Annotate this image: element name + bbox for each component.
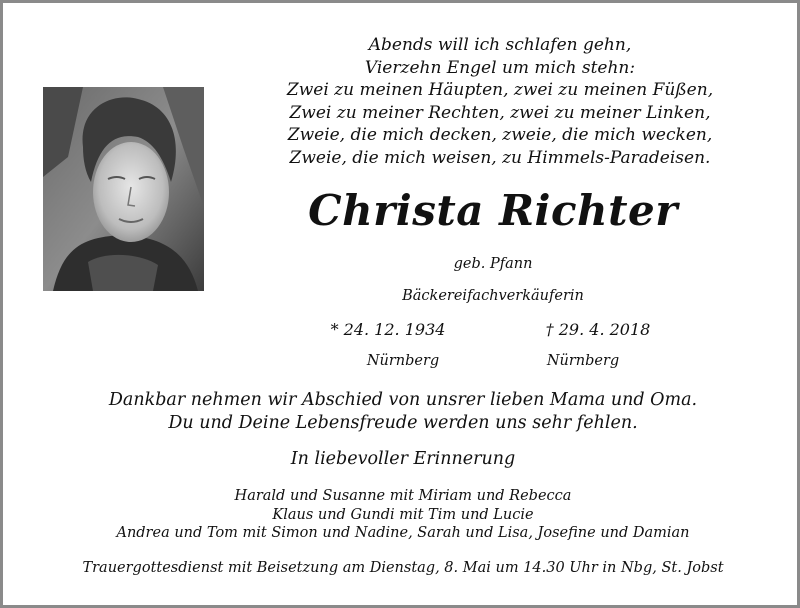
thanks-text xyxy=(63,389,743,435)
death-place: Nürnberg xyxy=(546,353,620,369)
poem xyxy=(265,34,735,169)
birth-place: Nürnberg xyxy=(366,353,440,369)
poem-line: Vierzehn Engel um mich stehn: xyxy=(364,57,636,78)
poem-line: Zwei zu meinen Häupten, zwei zu meinen Füßen, xyxy=(286,80,714,100)
memory-line: In liebevoller Erinnerung xyxy=(290,449,516,469)
poem-line: Zweie, die mich decken, zweie, die mich wecken, xyxy=(287,125,713,145)
birth-date: * 24. 12. 1934 xyxy=(330,320,446,339)
family-line: Klaus und Gundi mit Tim und Lucie xyxy=(272,506,534,523)
thanks-line: Dankbar nehmen wir Abschied von unsrer lieben Mama und Oma. xyxy=(108,390,698,410)
profession: Bäckereifachverkäuferin xyxy=(402,288,584,304)
death-date: † 29. 4. 2018 xyxy=(545,320,651,339)
poem-line: Abends will ich schlafen gehn, xyxy=(368,35,632,55)
portrait-image xyxy=(43,87,204,291)
family-list xyxy=(43,487,763,543)
poem-line: Zwei zu meiner Rechten, zwei zu meiner Linken, xyxy=(289,102,711,123)
portrait-photo xyxy=(43,87,204,291)
birth-name: geb. Pfann xyxy=(453,256,533,272)
service-info: Trauergottesdienst mit Beisetzung am Dienstag, 8. Mai um 14.30 Uhr in Nbg, St. Jobst xyxy=(82,560,724,576)
deceased-name: Christa Richter xyxy=(308,186,678,235)
thanks-line: Du und Deine Lebensfreude werden uns sehr fehlen. xyxy=(168,413,638,433)
family-line: Harald und Susanne mit Miriam und Rebecca xyxy=(234,488,572,504)
poem-line: Zweie, die mich weisen, zu Himmels-Paradeisen. xyxy=(289,147,711,168)
family-line: Andrea und Tom mit Simon und Nadine, Sarah und Lisa, Josefine und Damian xyxy=(116,525,690,541)
